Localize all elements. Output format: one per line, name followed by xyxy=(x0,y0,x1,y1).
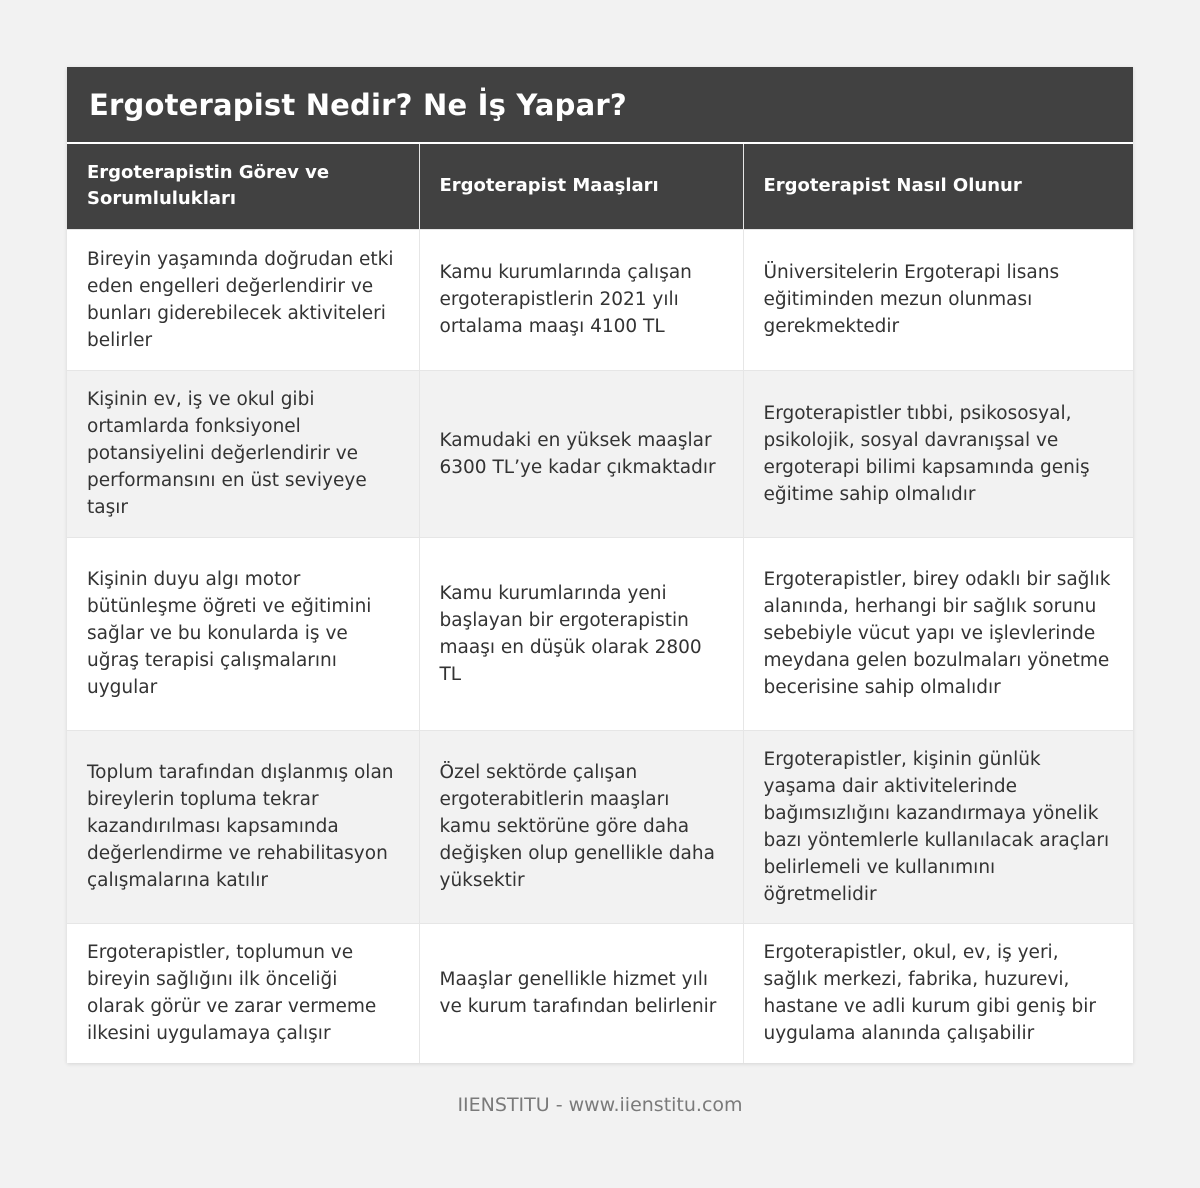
table-cell: Ergoterapistler tıbbi, psikososyal, psikolojik, sosyal davranışsal ve ergoterapi bilimi kapsamında geniş eğitime sahip olmalıdır xyxy=(743,370,1133,537)
column-header-salaries: Ergoterapist Maaşları xyxy=(419,144,743,229)
table-cell: Kişinin duyu algı motor bütünleşme öğreti ve eğitimini sağlar ve bu konularda iş ve uğraş terapisi çalışmalarını uygular xyxy=(67,537,419,730)
table-cell: Ergoterapistler, kişinin günlük yaşama dair aktivitelerinde bağımsızlığını kazandırmaya yönelik bazı yöntemlerle kullanılacak araçları belirlemeli ve kullanımını öğretmelidir xyxy=(743,730,1133,923)
table-cell: Kişinin ev, iş ve okul gibi ortamlarda fonksiyonel potansiyelini değerlendirir ve performansını en üst seviyeye taşır xyxy=(67,370,419,537)
table-header-row xyxy=(67,144,1133,229)
table-cell: Maaşlar genellikle hizmet yılı ve kurum tarafından belirlenir xyxy=(419,923,743,1063)
table-row xyxy=(67,229,1133,370)
column-header-duties: Ergoterapistin Görev ve Sorumlulukları xyxy=(67,144,419,229)
table-cell: Bireyin yaşamında doğrudan etki eden engelleri değerlendirir ve bunları giderebilecek aktiviteleri belirler xyxy=(67,229,419,370)
column-header-how-to-become: Ergoterapist Nasıl Olunur xyxy=(743,144,1133,229)
table-cell: Ergoterapistler, toplumun ve bireyin sağlığını ilk önceliği olarak görür ve zarar vermeme ilkesini uygulamaya çalışır xyxy=(67,923,419,1063)
table-row xyxy=(67,370,1133,537)
table-cell: Kamu kurumlarında yeni başlayan bir ergoterapistin maaşı en düşük olarak 2800 TL xyxy=(419,537,743,730)
table-cell: Ergoterapistler, birey odaklı bir sağlık alanında, herhangi bir sağlık sorunu sebebiyle vücut yapı ve işlevlerinde meydana gelen bozulmaları yönetme becerisine sahip olmalıdır xyxy=(743,537,1133,730)
source-footer: IIENSTITU - www.iienstitu.com xyxy=(457,1094,743,1116)
table-cell: Ergoterapistler, okul, ev, iş yeri, sağlık merkezi, fabrika, huzurevi, hastane ve adli kurum gibi geniş bir uygulama alanında çalışabilir xyxy=(743,923,1133,1063)
table-cell: Kamudaki en yüksek maaşlar 6300 TL’ye kadar çıkmaktadır xyxy=(419,370,743,537)
table-cell: Üniversitelerin Ergoterapi lisans eğitiminden mezun olunması gerekmektedir xyxy=(743,229,1133,370)
table-cell: Toplum tarafından dışlanmış olan bireylerin topluma tekrar kazandırılması kapsamında değerlendirme ve rehabilitasyon çalışmalarına katılır xyxy=(67,730,419,923)
table-row xyxy=(67,730,1133,923)
table-row xyxy=(67,537,1133,730)
table-row xyxy=(67,923,1133,1063)
info-table-card xyxy=(67,67,1133,1063)
table-cell: Kamu kurumlarında çalışan ergoterapistlerin 2021 yılı ortalama maaşı 4100 TL xyxy=(419,229,743,370)
table-title: Ergoterapist Nedir? Ne İş Yapar? xyxy=(67,67,1133,144)
info-table xyxy=(67,144,1133,1063)
table-cell: Özel sektörde çalışan ergoterabitlerin maaşları kamu sektörüne göre daha değişken olup genellikle daha yüksektir xyxy=(419,730,743,923)
